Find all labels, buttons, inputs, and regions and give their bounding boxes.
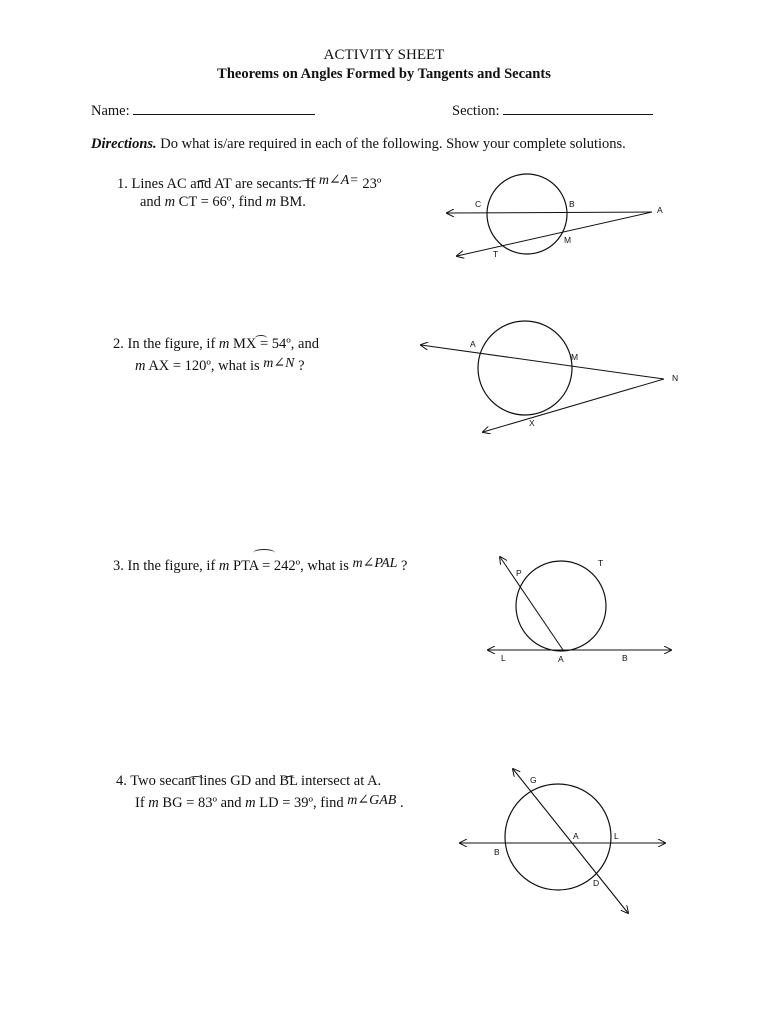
- page-title: ACTIVITY SHEET: [323, 47, 445, 63]
- problem-2-line-1: [113, 336, 319, 353]
- label-l: L: [501, 653, 506, 663]
- label-n: N: [672, 373, 679, 383]
- problem-4-text-2: BG = 83º and: [162, 795, 242, 811]
- directions-text: Do what is/are required in each of the following. Show your complete solutions.: [160, 136, 626, 152]
- circle-1: [487, 174, 567, 254]
- problem-3-angle: m∠PAL: [352, 556, 398, 571]
- circle-2: [478, 321, 572, 415]
- problem-2-text-2: MX = 54º, and: [233, 336, 319, 352]
- label-t: T: [598, 558, 604, 568]
- label-m: M: [564, 235, 572, 245]
- problem-3-line-1: [113, 558, 407, 575]
- problem-4-angle: m∠GAB: [347, 793, 397, 808]
- label-a: A: [573, 831, 579, 841]
- label-d: D: [593, 878, 600, 888]
- problem-4-text: Two secant lines GD and BL intersect at A.: [130, 773, 382, 789]
- problem-4-if: If: [135, 795, 145, 811]
- problem-1-end: BM.: [279, 194, 306, 210]
- problem-4-line-1: [116, 773, 381, 790]
- page-subtitle: Theorems on Angles Formed by Tangents and Secants: [217, 66, 551, 82]
- problem-1-text-2: CT = 66º, find: [178, 194, 262, 210]
- problem-2-m: m: [218, 336, 230, 352]
- problem-4-m: m: [148, 795, 159, 811]
- arc-mark-secant: [188, 776, 204, 782]
- label-l: L: [614, 831, 619, 841]
- problem-2-angle: m∠N: [263, 356, 295, 371]
- label-a: A: [470, 339, 476, 349]
- problem-3-text-2: PTA = 242º, what is: [233, 558, 349, 574]
- secant-ac: [447, 212, 652, 213]
- arc-mark-mx: [255, 335, 267, 341]
- problem-3-number: 3.: [113, 558, 124, 574]
- problem-3-end: ?: [401, 558, 408, 574]
- problem-2-m-2: m: [135, 358, 146, 374]
- problem-4-m-2: m: [245, 795, 256, 811]
- label-b: B: [622, 653, 628, 663]
- label-p: P: [516, 568, 522, 578]
- label-c: C: [475, 199, 482, 209]
- problem-1-angle-value: 23º: [362, 176, 382, 192]
- secant-na: [421, 345, 664, 379]
- label-g: G: [530, 775, 537, 785]
- label-x: X: [529, 418, 535, 428]
- label-m: M: [571, 352, 579, 362]
- problem-4-text-3: LD = 39º, find: [259, 795, 344, 811]
- problem-1-m-2: m: [265, 194, 277, 210]
- label-b: B: [494, 847, 500, 857]
- label-a: A: [558, 654, 564, 664]
- name-label: Name:: [91, 103, 130, 119]
- problem-1-m: m: [164, 194, 176, 210]
- tangent-nx: [483, 379, 664, 432]
- problem-2-text: In the figure, if: [127, 336, 216, 352]
- problem-2-text-3: AX = 120º, what is: [148, 358, 260, 374]
- problem-2-number: 2.: [113, 336, 124, 352]
- directions-label: Directions.: [91, 136, 157, 152]
- section-label: Section:: [452, 103, 500, 119]
- secant-at: [457, 212, 652, 256]
- problem-1-angle: m∠A=: [318, 173, 359, 188]
- problem-4-line-2: [135, 795, 404, 812]
- arc-mark-and: [283, 776, 295, 782]
- problem-1-number: 1.: [117, 176, 128, 192]
- problem-2-line-2: [135, 358, 305, 375]
- label-b: B: [569, 199, 575, 209]
- problem-4-end: .: [399, 795, 404, 811]
- chord-ap: [500, 557, 563, 650]
- problem-3-m: m: [218, 558, 230, 574]
- problem-4-number: 4.: [116, 773, 127, 789]
- problem-1-and: and: [140, 194, 161, 210]
- problem-3-text: In the figure, if: [127, 558, 216, 574]
- problem-1-text: Lines AC and AT are secants. If: [131, 176, 316, 192]
- circle-4: [505, 784, 611, 890]
- circle-3: [516, 561, 606, 651]
- problem-2-end: ?: [298, 358, 305, 374]
- label-a: A: [657, 205, 663, 215]
- label-t: T: [493, 249, 499, 259]
- arc-mark-pta: [253, 549, 275, 557]
